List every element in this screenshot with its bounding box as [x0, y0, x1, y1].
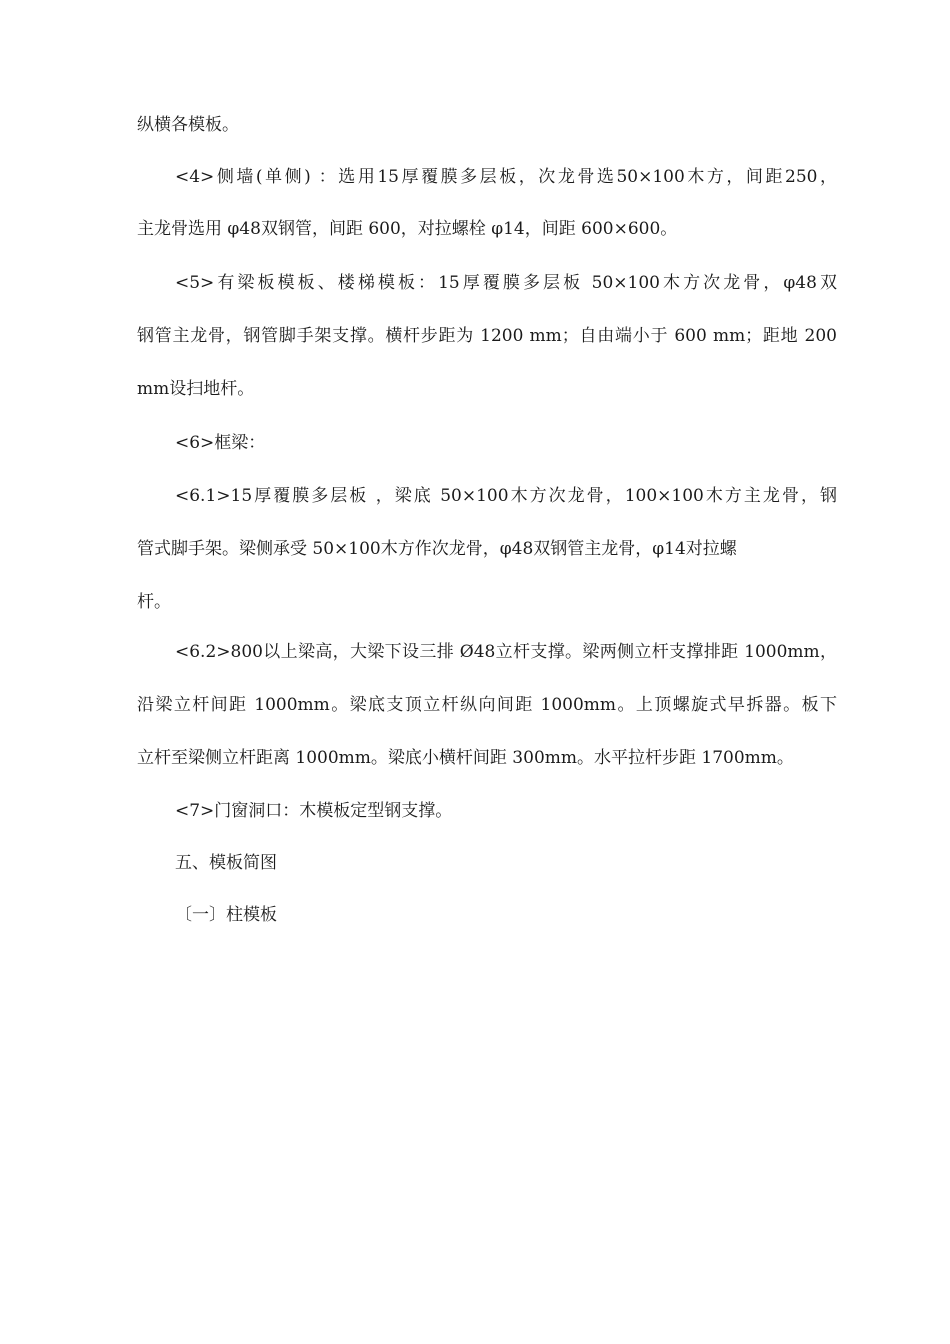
text-line-14: <7>门窗洞口：木模板定型钢支撑。 [175, 801, 453, 821]
text-line-13: 立杆至梁侧立杆距离 1000mm。梁底小横杆间距 300mm。水平拉杆步距 1700mm。 [137, 748, 794, 768]
text-line-8: <6.1>15厚覆膜多层板 ，梁底 50×100木方次龙骨，100×100木方主龙骨，钢 [175, 486, 837, 506]
text-line-2: <4>侧墙(单侧) ：选用15厚覆膜多层板，次龙骨选50×100木方，间距250， [175, 167, 837, 187]
subsection-heading: 〔一〕柱模板 [175, 905, 277, 925]
text-line-12: 沿梁立杆间距 1000mm。梁底支顶立杆纵向间距 1000mm。上顶螺旋式早拆器。板下 [137, 695, 837, 715]
text-line-5: 钢管主龙骨，钢管脚手架支撑。横杆步距为 1200 mm；自由端小于 600 mm；距地 200 [137, 326, 837, 346]
text-line-1: 纵横各模板。 [137, 115, 239, 135]
section-heading: 五、模板简图 [175, 853, 277, 873]
text-line-7: <6>框梁： [175, 433, 266, 453]
text-line-9: 管式脚手架。梁侧承受 50×100木方作次龙骨，φ48双钢管主龙骨，φ14对拉螺 [137, 539, 737, 559]
text-line-10: 杆。 [137, 592, 171, 612]
text-line-3: 主龙骨选用 φ48双钢管，间距 600，对拉螺栓 φ14，间距 600×600。 [137, 219, 678, 239]
text-line-11: <6.2>800以上梁高，大梁下设三排 Ø48立杆支撑。梁两侧立杆支撑排距 1000mm， [175, 642, 837, 662]
text-line-4: <5>有梁板模板、楼梯模板：15厚覆膜多层板 50×100木方次龙骨，φ48双 [175, 273, 837, 293]
text-line-6: mm设扫地杆。 [137, 379, 255, 399]
